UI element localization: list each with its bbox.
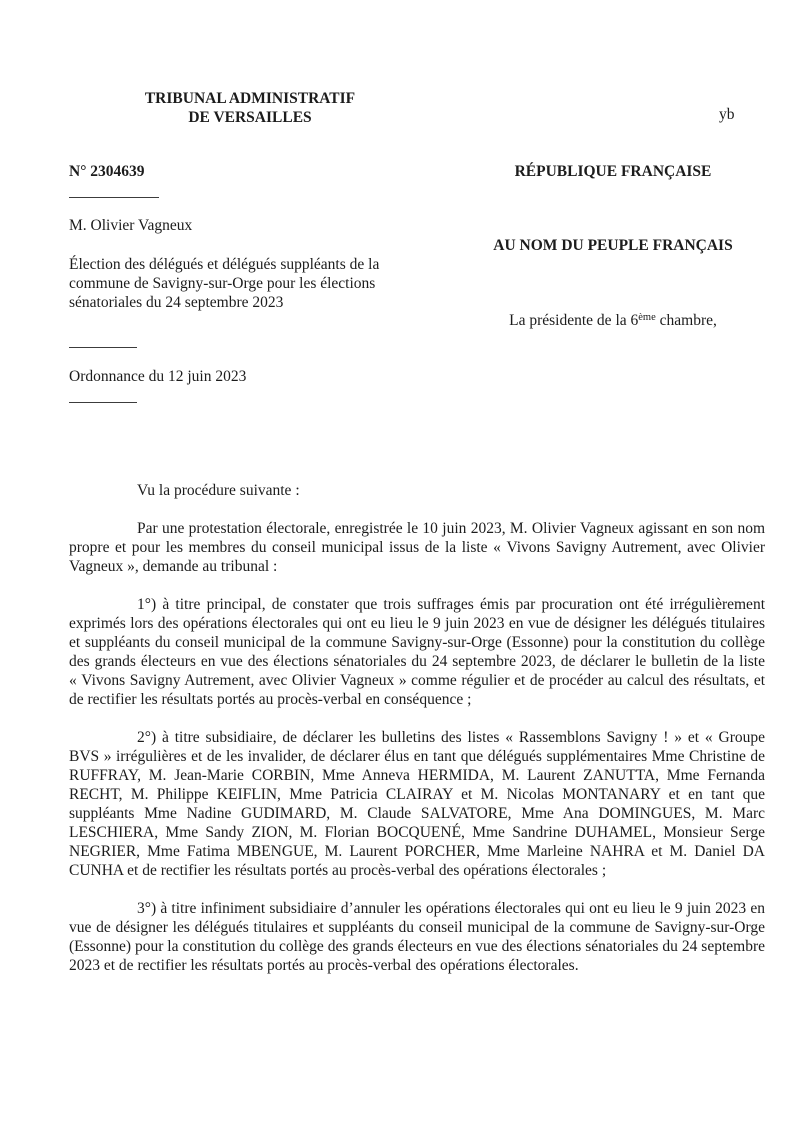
- chamber-president-line: [445, 311, 781, 330]
- order-body: [69, 481, 765, 975]
- chamber-line-post: chambre,: [655, 312, 717, 329]
- case-subject-line-2: commune de Savigny-sur-Orge pour les élections: [69, 275, 376, 292]
- case-number: N° 2304639: [69, 163, 145, 180]
- paragraph-request-3: 3°) à titre infiniment subsidiaire d’annuler les opérations électorales qui ont eu lieu le 9 juin 2023 en vue de désigner les délégués titulaires et suppléants du conseil municipal de la commune de Savigny-sur-Orge (Essonne) pour la constitution du collège des grands électeurs en vue des élections sénatoriales du 24 septembre 2023 et de rectifier les résultats portés au procès-verbal des opérations électorales.: [69, 900, 765, 974]
- paragraph-request-1: 1°) à titre principal, de constater que trois suffrages émis par procuration ont été irrégulièrement exprimés lors des opérations électorales qui ont eu lieu le 9 juin 2023 en vue de désigner les délégués titulaires et suppléants du conseil municipal de la commune Savigny-sur-Orge (Essonne) pour la constitution du collège des grands électeurs en vue des élections sénatoriales du 24 septembre 2023, de déclarer le bulletin de la liste « Vivons Savigny Autrement, avec Olivier Vagneux » comme régulier et de procéder au calcul des résultats, et de rectifier les résultats portés au procès-verbal en conséquence ;: [69, 596, 765, 708]
- case-subject-line-1: Élection des délégués et délégués suppléants de la: [69, 256, 380, 273]
- separator-line-2: [69, 347, 137, 348]
- petitioner-name: M. Olivier Vagneux: [69, 217, 193, 234]
- case-subject: [69, 255, 434, 312]
- peuple-heading: AU NOM DU PEUPLE FRANÇAIS: [493, 237, 733, 254]
- chamber-line-superscript: ème: [638, 312, 656, 323]
- paragraph-protestation: Par une protestation électorale, enregistrée le 10 juin 2023, M. Olivier Vagneux agissant en son nom propre et pour les membres du conseil municipal issus de la liste « Vivons Savigny Autrement, avec Olivier Vagneux », demande au tribunal :: [69, 520, 765, 575]
- procedure-heading: Vu la procédure suivante :: [137, 482, 300, 499]
- court-name-line-2: DE VERSAILLES: [188, 109, 312, 126]
- case-subject-line-3: sénatoriales du 24 septembre 2023: [69, 294, 284, 311]
- paragraph-request-2: 2°) à titre subsidiaire, de déclarer les bulletins des listes « Rassemblons Savigny ! » et « Groupe BVS » irrégulières et de les invalider, de déclarer élus en tant que délégués supplémentaires Mme Christine de RUFFRAY, M. Jean-Marie CORBIN, Mme Anneva HERMIDA, M. Laurent ZANUTTA, Mme Fernanda RECHT, M. Philippe KEIFLIN, Mme Patricia CLAIRAY et M. Nicolas MONTANARY et en tant que suppléants Mme Nadine GUDIMARD, M. Claude SALVATORE, Mme Ana DOMINGUES, M. Marc LESCHIERA, Mme Sandy ZION, M. Florian BOCQUENÉ, Mme Sandrine DUHAMEL, Monsieur Serge NEGRIER, Mme Fatima MBENGUE, M. Laurent PORCHER, Mme Marleine NAHRA et M. Daniel DA CUNHA et de rectifier les résultats portés au procès-verbal des opérations électorales ;: [69, 729, 765, 879]
- order-date: Ordonnance du 12 juin 2023: [69, 368, 247, 385]
- court-name-line-1: TRIBUNAL ADMINISTRATIF: [144, 90, 356, 107]
- separator-line-3: [69, 402, 137, 403]
- separator-line-1: [69, 197, 159, 198]
- court-name-header: [100, 89, 400, 127]
- chamber-line-pre: La présidente de la 6: [509, 312, 639, 329]
- republic-heading: RÉPUBLIQUE FRANÇAISE: [514, 163, 712, 180]
- clerk-initials: yb: [719, 106, 735, 123]
